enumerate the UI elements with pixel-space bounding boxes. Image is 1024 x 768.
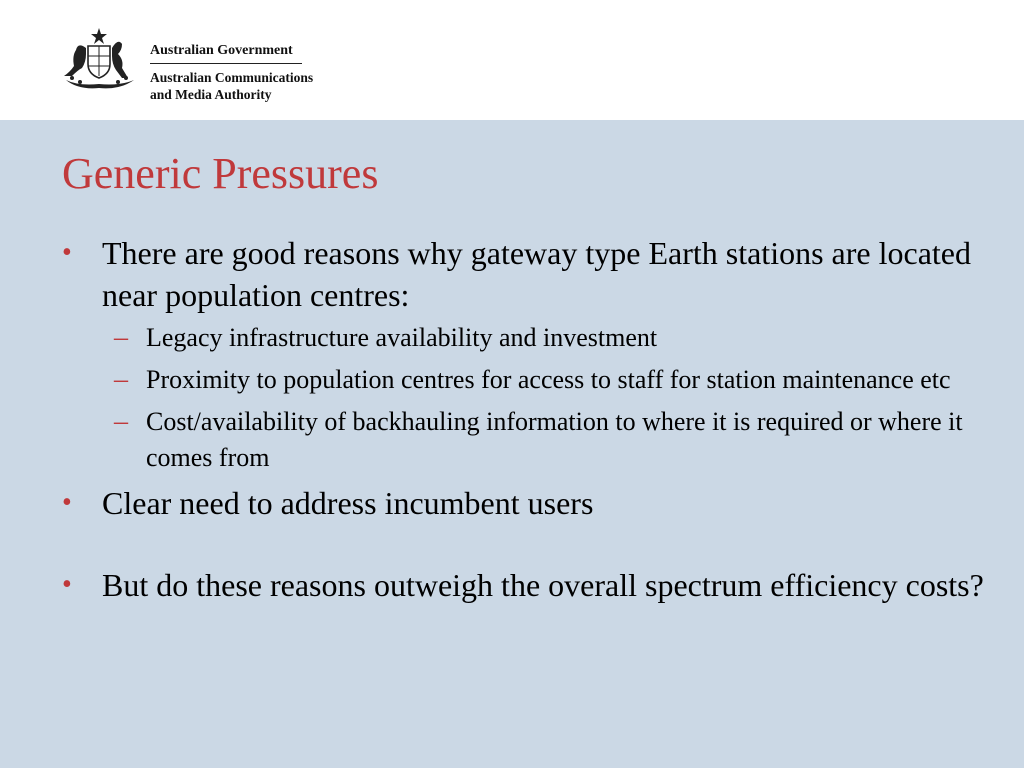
sub-bullet-text: Cost/availability of backhauling information to where it is required or where it comes from: [146, 407, 963, 472]
bullet-item: [62, 564, 1012, 606]
sub-bullet-text: Proximity to population centres for access to staff for station maintenance etc: [146, 365, 951, 394]
org-authority-label: [150, 69, 340, 103]
sub-bullet-item: [102, 404, 1012, 476]
org-authority-line2: and Media Authority: [150, 87, 272, 102]
sub-bullet-text: Legacy infrastructure availability and investment: [146, 323, 658, 352]
bullet-marker: •: [62, 487, 72, 518]
sub-bullet-marker: –: [114, 322, 128, 353]
bullet-text: There are good reasons why gateway type Earth stations are located near population centres:: [102, 235, 971, 313]
slide-title: Generic Pressures: [62, 149, 379, 198]
org-branding: [150, 42, 340, 103]
header-bar: [0, 0, 1024, 120]
bullet-list: [62, 232, 1012, 606]
sub-bullet-item: [102, 320, 1012, 356]
sub-bullet-marker: –: [114, 364, 128, 395]
bullet-text: But do these reasons outweigh the overall spectrum efficiency costs?: [102, 567, 984, 603]
bullet-item: [62, 232, 1012, 476]
org-authority-line1: Australian Communications: [150, 70, 314, 85]
sub-bullet-list: [102, 320, 1012, 476]
bullet-item: [62, 482, 1012, 524]
sub-bullet-marker: –: [114, 406, 128, 437]
bullet-text: Clear need to address incumbent users: [102, 485, 594, 521]
coat-of-arms-icon: [58, 26, 140, 90]
org-government-label: Australian Government: [150, 42, 302, 64]
bullet-marker: •: [62, 237, 72, 268]
sub-bullet-item: [102, 362, 1012, 398]
bullet-marker: •: [62, 569, 72, 600]
